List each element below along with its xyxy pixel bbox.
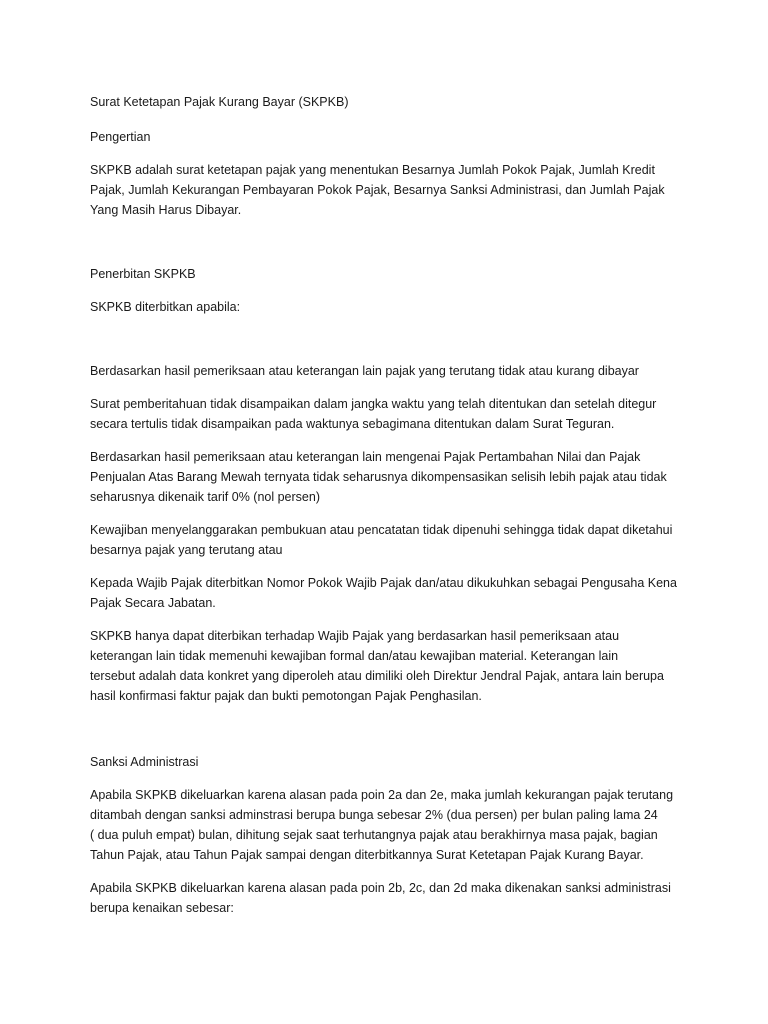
sanksi-paragraph-2 [90, 878, 690, 918]
paragraph-line: besarnya pajak yang terutang atau [90, 543, 283, 557]
paragraph-line: hasil konfirmasi faktur pajak dan bukti pemotongan Pajak Penghasilan. [90, 689, 482, 703]
paragraph-line: Kewajiban menyelanggarakan pembukuan atau pencatatan tidak dipenuhi sehingga tidak dapat diketahui [90, 523, 673, 537]
condition-item-2 [90, 394, 690, 434]
heading-line: Penerbitan SKPKB [90, 267, 196, 281]
paragraph-line: Berdasarkan hasil pemeriksaan atau keterangan lain pajak yang terutang tidak atau kurang dibayar [90, 364, 639, 378]
paragraph-line: berupa kenaikan sebesar: [90, 901, 234, 915]
condition-item-3 [90, 447, 690, 507]
title-line: Surat Ketetapan Pajak Kurang Bayar (SKPKB) [90, 95, 349, 109]
penerbitan-heading [90, 264, 690, 284]
paragraph-line: Kepada Wajib Pajak diterbitkan Nomor Pokok Wajib Pajak dan/atau dikukuhkan sebagai Pengusaha Kena [90, 576, 677, 590]
paragraph-line: SKPKB diterbitkan apabila: [90, 300, 241, 314]
paragraph-line: Yang Masih Harus Dibayar. [90, 203, 242, 217]
paragraph-line: seharusnya dikenaik tarif 0% (nol persen) [90, 490, 320, 504]
penerbitan-intro [90, 297, 690, 317]
paragraph-line: Surat pemberitahuan tidak disampaikan dalam jangka waktu yang telah ditentukan dan setelah ditegur [90, 397, 657, 411]
paragraph-line: SKPKB hanya dapat diterbikan terhadap Wajib Pajak yang berdasarkan hasil pemeriksaan atau [90, 629, 620, 643]
paragraph-line: Penjualan Atas Barang Mewah ternyata tidak seharusnya dikompensasikan selisih lebih pajak atau tidak [90, 470, 667, 484]
pengertian-heading [90, 127, 690, 147]
paragraph-line: Tahun Pajak, atau Tahun Pajak sampai dengan diterbitkannya Surat Ketetapan Pajak Kurang Bayar. [90, 848, 644, 862]
heading-line: Pengertian [90, 130, 151, 144]
paragraph-line: SKPKB adalah surat ketetapan pajak yang menentukan Besarnya Jumlah Pokok Pajak, Jumlah Kredit [90, 163, 655, 177]
paragraph-line: tersebut adalah data konkret yang diperoleh atau dimiliki oleh Direktur Jendral Pajak, antara lain berupa [90, 669, 664, 683]
condition-item-5 [90, 573, 690, 613]
paragraph-line: ditambah dengan sanksi adminstrasi berupa bunga sebesar 2% (dua persen) per bulan paling lama 24 [90, 808, 658, 822]
paragraph-line: Apabila SKPKB dikeluarkan karena alasan pada poin 2b, 2c, dan 2d maka dikenakan sanksi administrasi [90, 881, 671, 895]
sanksi-paragraph-1 [90, 785, 690, 865]
paragraph-line: keterangan lain tidak memenuhi kewajiban formal dan/atau kewajiban material. Keterangan lain [90, 649, 619, 663]
pengertian-paragraph [90, 160, 690, 220]
paragraph-line: Pajak, Jumlah Kekurangan Pembayaran Pokok Pajak, Besarnya Sanksi Administrasi, dan Jumlah Pajak [90, 183, 665, 197]
condition-item-6 [90, 626, 690, 706]
paragraph-line: ( dua puluh empat) bulan, dihitung sejak saat terhutangnya pajak atau berakhirnya masa pajak, bagian [90, 828, 658, 842]
heading-line: Sanksi Administrasi [90, 755, 199, 769]
paragraph-line: Apabila SKPKB dikeluarkan karena alasan pada poin 2a dan 2e, maka jumlah kekurangan pajak terutang [90, 788, 674, 802]
document-title [90, 92, 690, 112]
sanksi-heading [90, 752, 690, 772]
paragraph-line: Berdasarkan hasil pemeriksaan atau keterangan lain mengenai Pajak Pertambahan Nilai dan Pajak [90, 450, 641, 464]
condition-item-4 [90, 520, 690, 560]
paragraph-line: secara tertulis tidak disampaikan pada waktunya sebagimana ditentukan dalam Surat Teguran. [90, 417, 615, 431]
paragraph-line: Pajak Secara Jabatan. [90, 596, 216, 610]
condition-item-1 [90, 361, 690, 381]
